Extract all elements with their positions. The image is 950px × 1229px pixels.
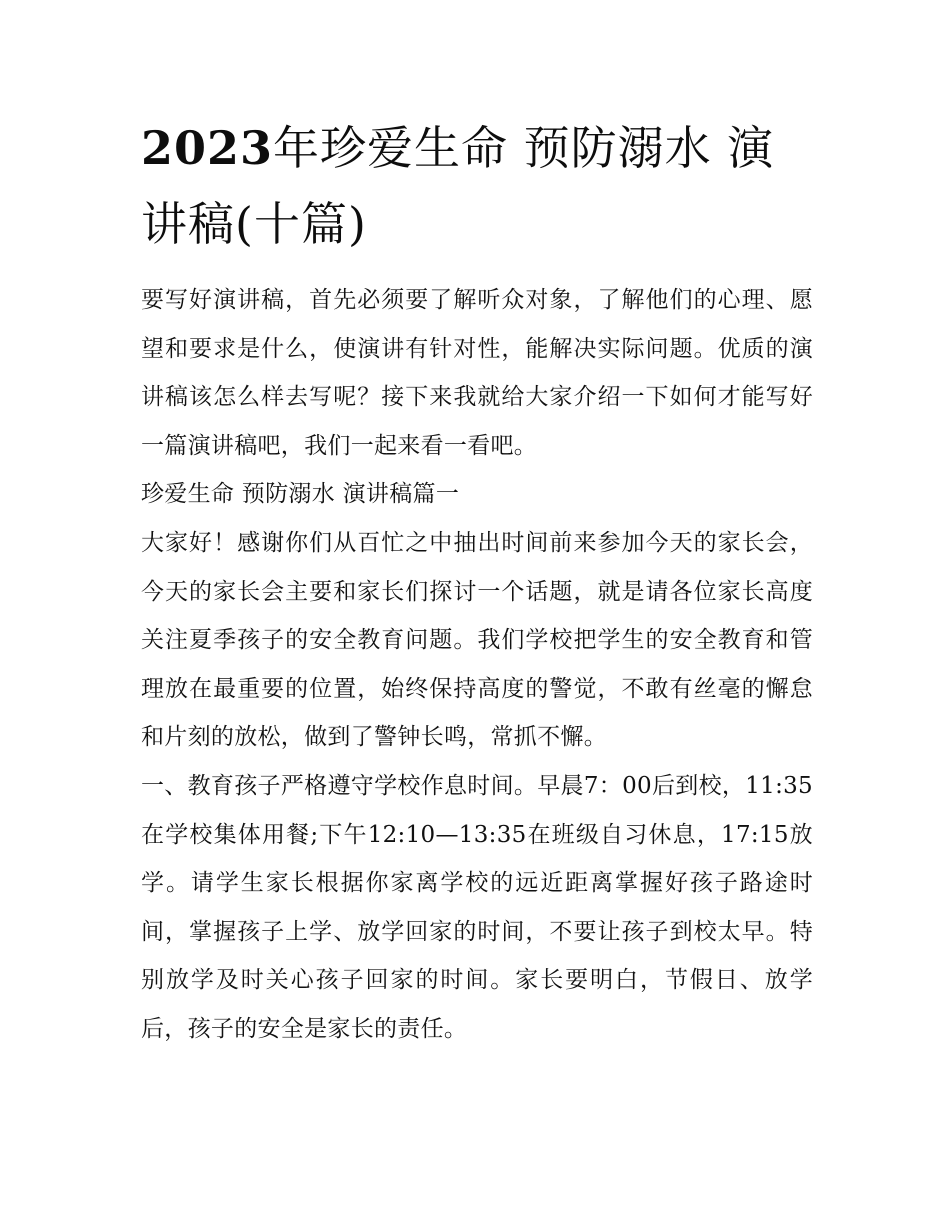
document-body	[141, 276, 813, 1054]
title-text: 年珍爱生命 预防溺水 演讲稿(十篇)	[141, 121, 775, 251]
intro-paragraph: 要写好演讲稿，首先必须要了解听众对象，了解他们的心理、愿望和要求是什么，使演讲有针对性，能解决实际问题。优质的演讲稿该怎么样去写呢？接下来我就给大家介绍一下如何才能写好一篇演讲稿吧，我们一起来看一看吧。	[141, 287, 813, 459]
document-title	[141, 110, 813, 262]
body-paragraph: 大家好！感谢你们从百忙之中抽出时间前来参加今天的家长会，今天的家长会主要和家长们探讨一个话题，就是请各位家长高度关注夏季孩子的安全教育问题。我们学校把学生的安全教育和管理放在最重要的位置，始终保持高度的警觉，不敢有丝毫的懈怠和片刻的放松，做到了警钟长鸣，常抓不懈。	[141, 529, 813, 751]
body-paragraph: 一、教育孩子严格遵守学校作息时间。早晨7：00后到校，11:35在学校集体用餐;下午12:10—13:35在班级自习休息，17:15放学。请学生家长根据你家离学校的远近距离掌握好孩子路途时间，掌握孩子上学、放学回家的时间，不要让孩子到校太早。特别放学及时关心孩子回家的时间。家长要明白，节假日、放学后，孩子的安全是家长的责任。	[141, 772, 813, 1042]
title-year: 2023	[141, 121, 274, 175]
section-heading: 珍爱生命 预防溺水 演讲稿篇一	[141, 481, 460, 508]
document-page	[141, 110, 813, 1054]
